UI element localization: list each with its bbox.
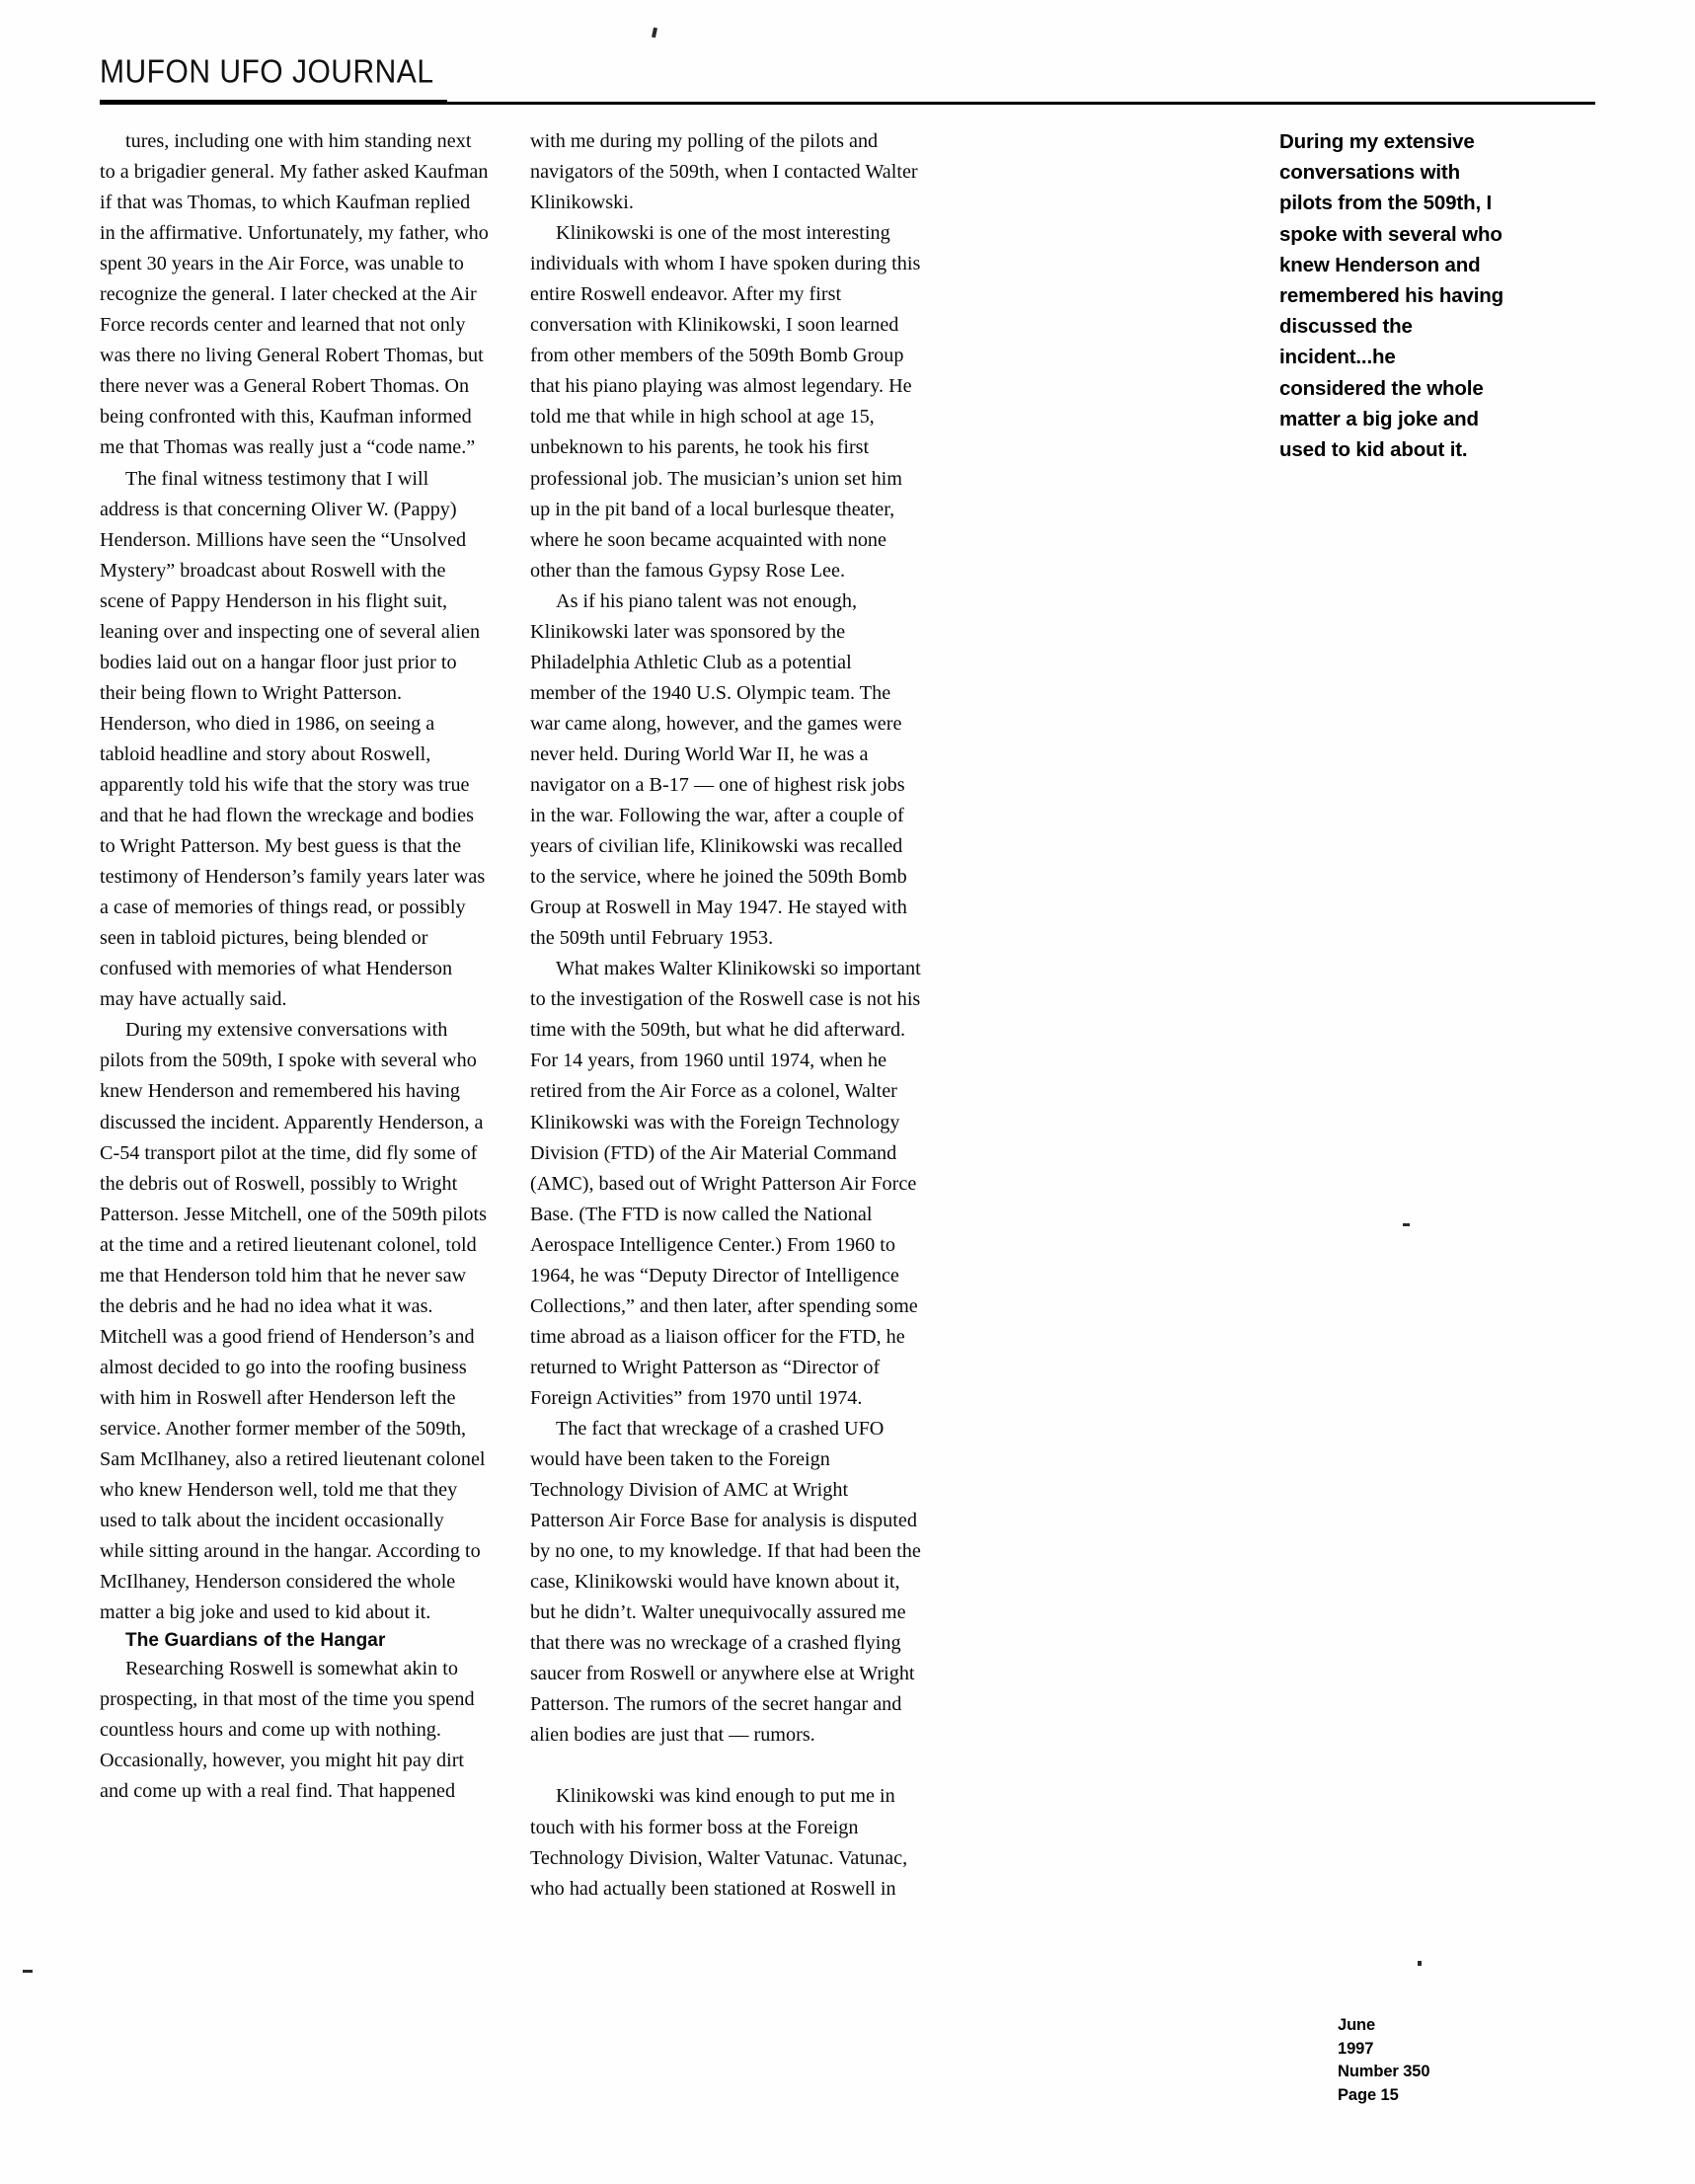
- pull-quote-sidebar: [1279, 126, 1506, 465]
- issue-info-block: [1338, 2014, 1429, 2107]
- paragraph: with me during my polling of the pilots and navigators of the 509th, when I contacted Walter Klinikowski.: [530, 130, 918, 214]
- masthead-rule-thick: [100, 100, 447, 105]
- paragraph: Klinikowski was kind enough to put me in touch with his former boss at the Foreign Technology Division, Walter Vatunac. Vatunac, who had actually been stationed at Roswell in: [530, 1785, 908, 1900]
- scan-artifact-mark: [23, 1970, 33, 1973]
- paragraph: The final witness testimony that I will address is that concerning Oliver W. (Pappy) Henderson. Millions have seen the “Unsolved Mystery” broadcast about Roswell with the scene of Pappy Henderson in his flight suit, leaning over and inspecting one of several alien bodies laid out on a hangar floor just prior to their being flown to Wright Patterson. Henderson, who died in 1986, on seeing a tabloid headline and story about Roswell, apparently told his wife that the story was true and that he had flown the wreckage and bodies to Wright Patterson. My best guess is that the testimony of Henderson’s family years later was a case of memories of things read, or possibly seen in tabloid pictures, being blended or confused with memories of what Henderson may have actually said.: [100, 467, 486, 1011]
- paragraph: tures, including one with him standing next to a brigadier general. My father asked Kaufman if that was Thomas, to which Kaufman replied in the affirmative. Unfortunately, my father, who spent 30 years in the Air Force, was unable to recognize the general. I later checked at the Air Force records center and learned that not only was there no living General Robert Thomas, but there never was a General Robert Thomas. On being confronted with this, Kaufman informed me that Thomas was really just a “code name.”: [100, 130, 489, 459]
- column-left: [100, 126, 489, 1808]
- paragraph: As if his piano talent was not enough, Klinikowski later was sponsored by the Philadelphia Athletic Club as a potential member of the 1940 U.S. Olympic team. The war came along, however, and the games were never held. During World War II, he was a navigator on a B-17 — one of highest risk jobs in the war. Following the war, after a couple of years of civilian life, Klinikowski was recalled to the service, where he joined the 509th Bomb Group at Roswell in May 1947. He stayed with the 509th until February 1953.: [530, 589, 907, 950]
- issue-month: June: [1338, 2016, 1376, 2034]
- paragraph: Klinikowski is one of the most interesting individuals with whom I have spoken during this entire Roswell endeavor. After my first conversation with Klinikowski, I soon learned from other members of the 509th Bomb Group that his piano playing was almost legendary. He told me that while in high school at age 15, unbeknown to his parents, he took his first professional job. The musician’s union set him up in the pit band of a local burlesque theater, where he soon became acquainted with none other than the famous Gypsy Rose Lee.: [530, 222, 921, 582]
- scan-artifact-mark: [652, 28, 657, 39]
- page-number: Page 15: [1338, 2085, 1399, 2104]
- paragraph: During my extensive conversations with pilots from the 509th, I spoke with several who knew Henderson and remembered his having discussed the incident. Apparently Henderson, a C-54 transport pilot at the time, did fly some of the debris out of Roswell, possibly to Wright Patterson. Jesse Mitchell, one of the 509th pilots at the time and a retired lieutenant colonel, told me that Henderson told him that he never saw the debris and he had no idea what it was. Mitchell was a good friend of Henderson’s and almost decided to go into the roofing business with him in Roswell after Henderson left the service. Another former member of the 509th, Sam McIlhaney, also a retired lieutenant colonel who knew Henderson well, told me that they used to talk about the incident occasionally while sitting around in the hangar. According to McIlhaney, Henderson considered the whole matter a big joke and used to kid about it.: [100, 1019, 487, 1624]
- section-heading-guardians-of-the-hangar: The Guardians of the Hangar: [125, 1630, 386, 1652]
- paragraph: What makes Walter Klinikowski so important to the investigation of the Roswell case is not his time with the 509th, but what he did afterward. For 14 years, from 1960 until 1974, when he retired from the Air Force as a colonel, Walter Klinikowski was with the Foreign Technology Division (FTD) of the Air Material Command (AMC), based out of Wright Patterson Air Force Base. (The FTD is now called the National Aerospace Intelligence Center.) From 1960 to 1964, he was “Deputy Director of Intelligence Collections,” and then later, after spending some time abroad as a liaison officer for the FTD, he returned to Wright Patterson as “Director of Foreign Activities” from 1970 until 1974.: [530, 958, 921, 1409]
- scan-artifact-dot: [1418, 1961, 1422, 1966]
- pull-quote-text: During my extensive conversations with pilots from the 509th, I spoke with several who knew Henderson and remembered his having discussed the incident...he considered the whole matter a big joke and used to kid about it.: [1279, 130, 1503, 462]
- paragraph: The fact that wreckage of a crashed UFO would have been taken to the Foreign Technology Division of AMC at Wright Patterson Air Force Base for analysis is disputed by no one, to my knowledge. If that had been the case, Klinikowski would have known about it, but he didn’t. Walter unequivocally assured me that there was no wreckage of a crashed flying saucer from Roswell or anywhere else at Wright Patterson. The rumors of the secret hangar and alien bodies are just that — rumors.: [530, 1417, 921, 1747]
- journal-title: MUFON UFO JOURNAL: [100, 53, 434, 91]
- scan-artifact-mark: [1403, 1223, 1410, 1226]
- issue-year: 1997: [1338, 2039, 1374, 2058]
- paragraph: Researching Roswell is somewhat akin to prospecting, in that most of the time you spend countless hours and come up with nothing. Occasionally, however, you might hit pay dirt and come up with a real find. That happened: [100, 1658, 475, 1803]
- masthead: [100, 53, 1595, 91]
- masthead-rule-thin: [447, 102, 1595, 105]
- paragraph-spacer: [530, 1751, 921, 1781]
- column-middle: [530, 126, 921, 1905]
- issue-number: Number 350: [1338, 2063, 1430, 2080]
